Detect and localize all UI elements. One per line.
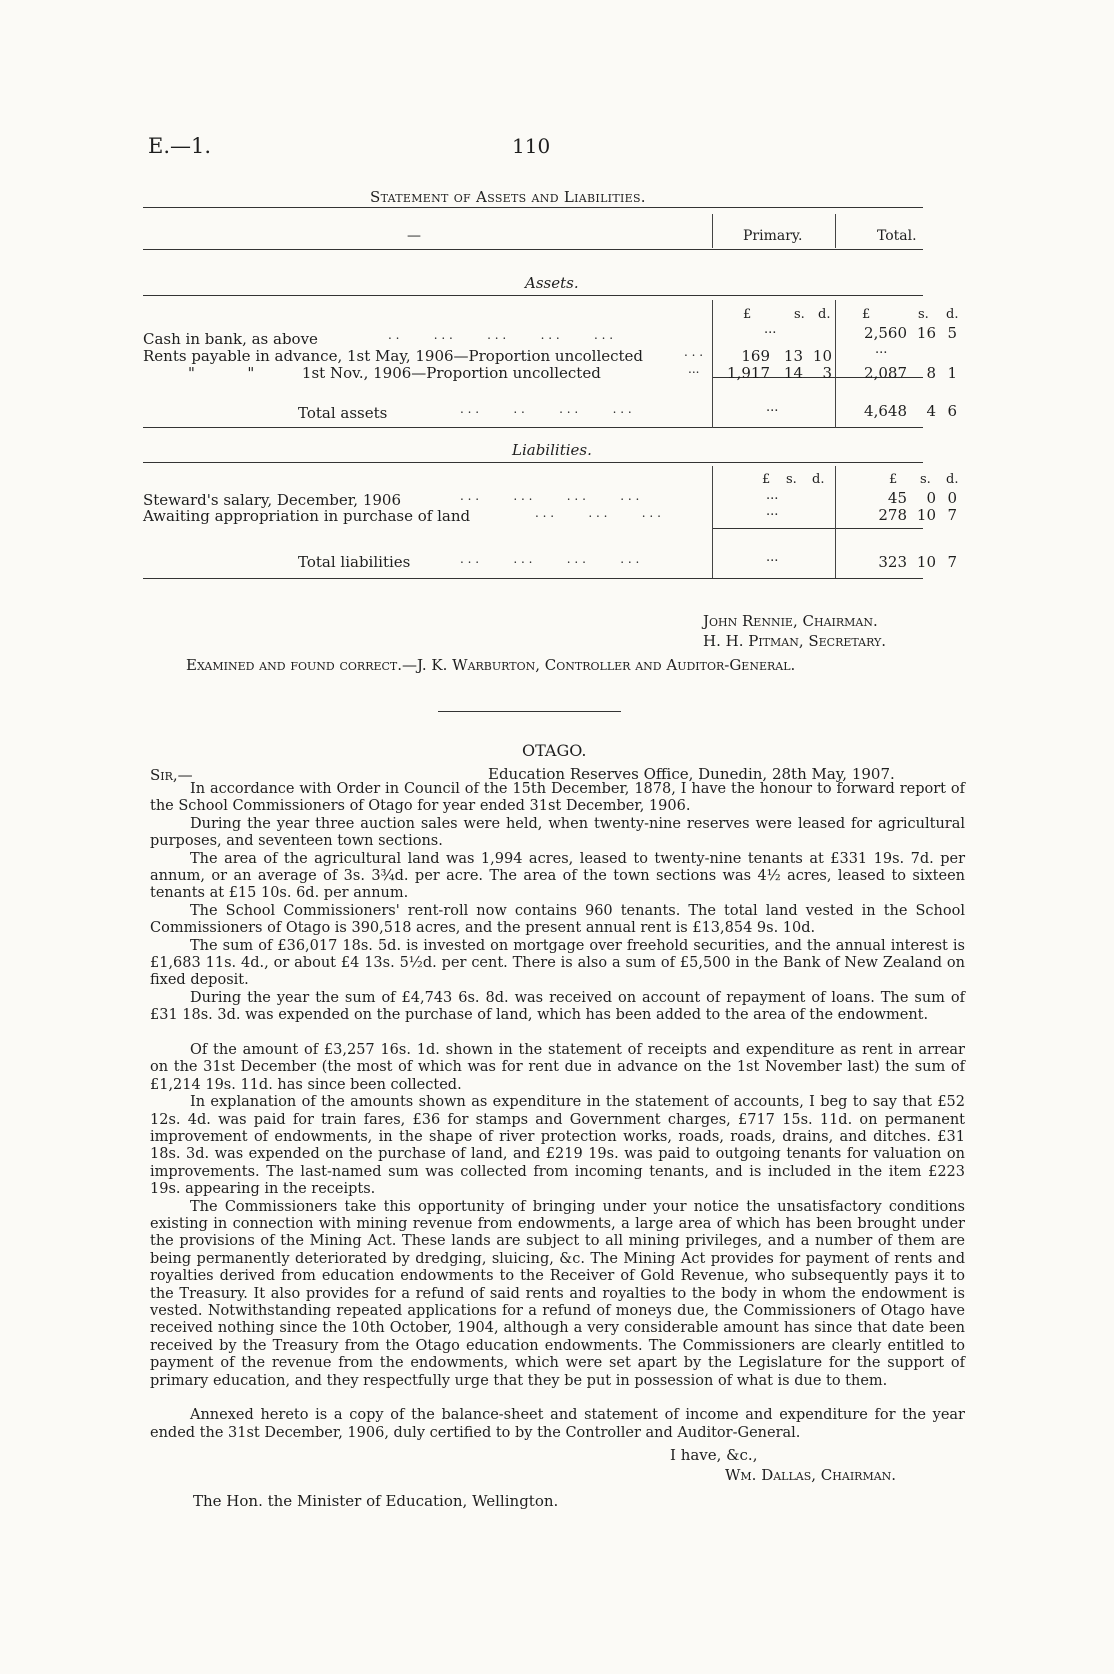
total-value: ... <box>875 342 888 357</box>
total-shillings: 0 <box>926 489 936 507</box>
primary-value: ... <box>766 400 779 415</box>
primary-pounds: 169 <box>741 347 770 365</box>
primary-value: ... <box>766 504 779 519</box>
total-shilling-unit: s. <box>920 472 931 487</box>
paragraph: In explanation of the amounts shown as expenditure in the statement of accounts, I beg to say that £52 12s. 4d. was paid for train fares, £36 for stamps and Government charges, £717 15s. 11d. on permanent improvement of endowments, in the shape of river protection works, roads, roads, drains, and ditches. £31 18s. 3d. was expended on the purchase of land, and £219 19s. was paid to outgoing tenants for valuation on improvements. The last-named sum was collected from incoming tenants, and is included in the item £223 19s. appearing in the receipts. <box>150 1094 965 1198</box>
total-column-header: Total. <box>877 228 917 244</box>
total-shillings: 4 <box>926 402 936 420</box>
total-pounds: 4,648 <box>864 402 907 420</box>
dot-leader: . . . . . . . . . <box>535 506 661 520</box>
total-shilling-unit: s. <box>918 307 929 322</box>
closing: I have, &c., <box>670 1446 758 1464</box>
total-pence-unit: d. <box>946 307 959 322</box>
total-pound-unit: £ <box>889 472 898 487</box>
dot-leader: . . . . . . . . . . . . <box>460 489 640 503</box>
chairman-signature: Wm. Dallas, Chairman. <box>725 1466 897 1484</box>
paragraph: The School Commissioners' rent-roll now contains 960 tenants. The total land vested in the School Commissioners of Otago is 390,518 acres, and the present annual rent is £13,854 9s. 10d. <box>150 902 965 937</box>
table-top-rule <box>143 207 923 208</box>
assets-heading: Assets. <box>525 274 579 292</box>
total-assets-label: Total assets <box>298 404 388 422</box>
primary-column-divider <box>712 466 713 578</box>
paragraph: The Commissioners take this opportunity of bringing under your notice the unsatisfactory conditions existing in connection with mining revenue from endowments, a large area of which has been brought under the provisions of the Mining Act. These lands are subject to all mining privileges, and a number of them are being permanently deteriorated by dredging, sluicing, &c. The Mining Act provides for payment of rents and royalties derived from education endowments to the Receiver of Gold Revenue, who subsequently pays it to the Treasury. It also provides for a refund of said rents and royalties to the body in whom the endowment is vested. Notwithstanding repeated applications for a refund of moneys due, the Commissioners of Otago have received nothing since the 10th October, 1904, although a very considerable amount has since that date been received by the Treasury from the Otago education endowments. The Commissioners are clearly entitled to payment of the revenue from the endowments, which were set apart by the Legislature for the support of primary education, and they respectfully urge that they be put in possession of what is due to them. <box>150 1198 965 1389</box>
primary-pound-unit: £ <box>743 307 752 322</box>
total-pence: 5 <box>947 324 957 342</box>
dot-leader: . . . . . . . . . . . . <box>460 552 640 566</box>
primary-value: ... <box>766 550 779 565</box>
paragraph: During the year three auction sales were held, when twenty-nine reserves were leased for agricultural purposes, and seventeen town sections. <box>150 815 965 850</box>
dot-leader: . . . <box>684 345 704 359</box>
paragraph: The sum of £36,017 18s. 5d. is invested on mortgage over freehold securities, and the annual interest is £1,683 11s. 4d., or about £4 13s. 5½d. per cent. There is also a sum of £5,500 in the Bank of New Zealand on fixed deposit. <box>150 937 965 989</box>
primary-column-divider <box>712 214 713 248</box>
total-column-divider <box>835 214 836 248</box>
description-column-header: — <box>407 228 421 244</box>
assets-heading-rule <box>143 295 923 296</box>
address-date: Education Reserves Office, Dunedin, 28th May, 1907. <box>488 765 895 783</box>
primary-value: ... <box>766 488 779 503</box>
primary-value: ... <box>764 322 777 337</box>
primary-pound-unit: £ <box>762 472 771 487</box>
paragraph: The area of the agricultural land was 1,994 acres, leased to twenty-nine tenants at £331 19s. 7d. per annum, or an average of 3s. 3¾d. per acre. The area of the town sections was 4½ acres, leased to sixteen tenants at £15 10s. 6d. per annum. <box>150 850 965 902</box>
total-pounds: 45 <box>887 489 907 507</box>
salutation: Sir,— <box>150 766 193 784</box>
total-pound-unit: £ <box>862 307 871 322</box>
liabilities-heading: Liabilities. <box>512 441 592 459</box>
section-heading: OTAGO. <box>522 741 587 760</box>
total-pence: 7 <box>947 506 957 524</box>
primary-pence: 3 <box>822 364 832 382</box>
primary-pence-unit: d. <box>812 472 825 487</box>
paragraph: In accordance with Order in Council of the 15th December, 1878, I have the honour to forward report of the School Commissioners of Otago for year ended 31st December, 1906. <box>150 781 965 815</box>
paragraph: Annexed hereto is a copy of the balance-sheet and statement of income and expenditure for the year ended the 31st December, 1906, duly certified to by the Controller and Auditor-General. <box>150 1407 965 1441</box>
table-bottom-rule <box>143 578 923 579</box>
total-shillings: 10 <box>916 553 936 571</box>
primary-pence-unit: d. <box>818 307 831 322</box>
primary-shilling-unit: s. <box>794 307 805 322</box>
section-divider <box>438 711 621 712</box>
row-label: Steward's salary, December, 1906 <box>143 491 402 509</box>
row-label: Cash in bank, as above <box>143 330 318 348</box>
total-pounds: 278 <box>878 506 907 524</box>
total-pounds: 323 <box>878 553 907 571</box>
total-shillings: 8 <box>926 364 936 382</box>
addressee: The Hon. the Minister of Education, Wellington. <box>193 1492 559 1510</box>
total-pence: 7 <box>947 553 957 571</box>
primary-shillings: 14 <box>783 364 803 382</box>
total-pence-unit: d. <box>946 472 959 487</box>
report-code: E.—1. <box>148 134 212 158</box>
table-header-rule <box>143 249 923 250</box>
row-label: Rents payable in advance, 1st May, 1906—Proportion uncollected <box>143 347 644 365</box>
liabilities-subtotal-rule <box>712 528 923 529</box>
row-label: " " 1st Nov., 1906—Proportion uncollected <box>188 364 601 382</box>
assets-end-rule <box>143 427 923 428</box>
secretary-signature: H. H. Pitman, Secretary. <box>703 632 887 650</box>
page-number: 110 <box>512 134 551 158</box>
chairman-signature: John Rennie, Chairman. <box>703 612 878 630</box>
total-shillings: 10 <box>916 506 936 524</box>
dot-leader: ... <box>688 362 700 376</box>
total-pounds: 2,087 <box>864 364 907 382</box>
total-pence: 0 <box>947 489 957 507</box>
total-shillings: 16 <box>916 324 936 342</box>
auditor-certification: Examined and found correct.—J. K. Warburton, Controller and Auditor-General. <box>186 656 796 674</box>
primary-pounds: 1,917 <box>727 364 770 382</box>
paragraph: During the year the sum of £4,743 6s. 8d. was received on account of repayment of loans. The sum of £31 18s. 3d. was expended on the purchase of land, which has been added to the area of the endowment. <box>150 989 965 1024</box>
primary-shillings: 13 <box>783 347 803 365</box>
total-pence: 6 <box>947 402 957 420</box>
dot-leader: . . . . . . . . . . . . . . <box>388 328 614 342</box>
row-label: Awaiting appropriation in purchase of land <box>143 507 471 525</box>
total-liabilities-label: Total liabilities <box>298 553 411 571</box>
primary-pence: 10 <box>812 347 832 365</box>
primary-column-header: Primary. <box>743 228 803 244</box>
total-pence: 1 <box>947 364 957 382</box>
liabilities-heading-rule <box>143 462 923 463</box>
total-pounds: 2,560 <box>864 324 907 342</box>
primary-shilling-unit: s. <box>786 472 797 487</box>
paragraph: Of the amount of £3,257 16s. 1d. shown in the statement of receipts and expenditure as rent in arrear on the 31st December (the most of which was for rent due in advance on the 1st November last) the sum of £1,214 19s. 11d. has since been collected. <box>150 1042 965 1093</box>
statement-title: Statement of Assets and Liabilities. <box>370 188 646 206</box>
dot-leader: . . . . . . . . . . . <box>460 402 632 416</box>
